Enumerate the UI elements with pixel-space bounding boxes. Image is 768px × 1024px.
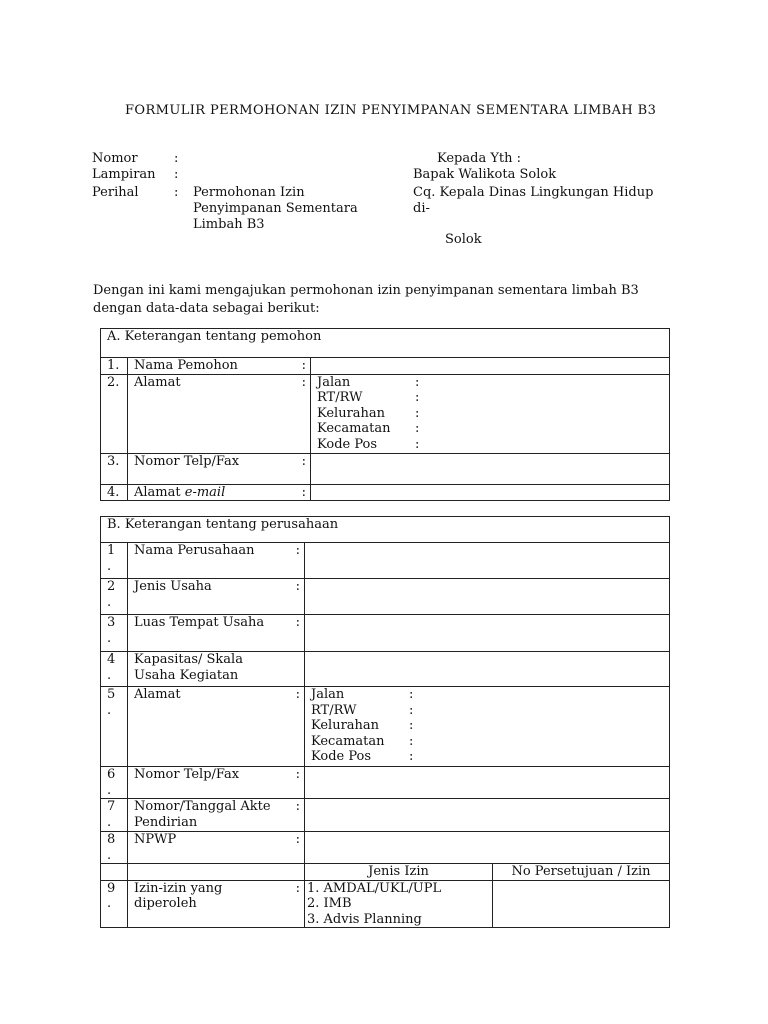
akte-field[interactable] xyxy=(305,799,670,832)
field-label-jenis-usaha: Jenis Usaha xyxy=(134,579,212,594)
row-number: 7 xyxy=(107,799,116,814)
jenis-usaha-field[interactable] xyxy=(305,579,670,615)
address-kecamatan-label: Kecamatan xyxy=(317,421,391,436)
row-number: 1 xyxy=(107,543,116,558)
perihal-line-1: Permohonan Izin xyxy=(193,185,305,200)
colon: : xyxy=(295,799,300,814)
table-row xyxy=(101,615,670,652)
row-number: 3 xyxy=(107,615,116,630)
colon: : xyxy=(415,436,420,452)
address-kodepos-label: Kode Pos xyxy=(317,436,378,452)
colon: : xyxy=(301,484,306,500)
colon: : xyxy=(295,767,300,782)
table-row xyxy=(101,358,670,375)
field-label-email-em: e-mail xyxy=(184,484,226,500)
field-label-email: Alamat xyxy=(134,484,181,500)
colon: : xyxy=(409,749,414,764)
table-row xyxy=(101,579,670,615)
recipient-cq: Cq. Kepala Dinas Lingkungan Hidup xyxy=(413,185,654,200)
perihal-line-3: Limbah B3 xyxy=(193,217,265,232)
table-row xyxy=(101,880,670,928)
kapasitas-field[interactable] xyxy=(305,652,670,687)
table-row xyxy=(101,687,670,767)
alamat-perusahaan-field[interactable] xyxy=(305,687,670,767)
row-number-dot: . xyxy=(107,782,112,798)
colon: : xyxy=(301,453,306,469)
colon: : xyxy=(295,543,300,558)
perihal-line-2: Penyimpanan Sementara xyxy=(193,201,358,216)
colon: : xyxy=(415,421,420,436)
colon: : xyxy=(409,733,414,749)
section-a-table xyxy=(100,328,670,501)
perihal-label: Perihal xyxy=(92,185,139,200)
section-a-heading: A. Keterangan tentang pemohon xyxy=(101,329,670,358)
field-label-nama-pemohon: Nama Pemohon xyxy=(134,358,238,373)
table-row xyxy=(101,484,670,501)
field-label-alamat-perusahaan: Alamat xyxy=(134,687,181,702)
colon: : xyxy=(295,687,300,702)
izin-list-cell xyxy=(305,880,493,928)
field-label-luas-tempat: Luas Tempat Usaha xyxy=(134,615,265,630)
field-label-kapasitas: Kapasitas/ Skala xyxy=(134,652,243,667)
alamat-field[interactable] xyxy=(311,374,670,453)
izin-item-amdal: 1. AMDAL/UKL/UPL xyxy=(307,880,442,896)
field-label-telp: Nomor Telp/Fax xyxy=(134,453,240,469)
address-kelurahan-label: Kelurahan xyxy=(317,405,386,421)
table-row xyxy=(101,652,670,687)
izin-jenis-header: Jenis Izin xyxy=(305,864,493,881)
colon: : xyxy=(409,687,414,702)
recipient-di: di- xyxy=(413,201,430,216)
row-number: 4 xyxy=(107,652,116,667)
izin-item-advis: 3. Advis Planning xyxy=(307,911,422,927)
address-rtrw-label: RT/RW xyxy=(311,702,357,718)
field-label-izin-2: diperoleh xyxy=(134,896,197,911)
form-title: FORMULIR PERMOHONAN IZIN PENYIMPANAN SEMENTARA LIMBAH B3 xyxy=(125,103,657,118)
field-label-alamat: Alamat xyxy=(134,374,181,390)
table-row xyxy=(101,543,670,579)
row-number-dot: . xyxy=(107,814,112,830)
row-number: 8 xyxy=(107,832,116,847)
izin-no-header: No Persetujuan / Izin xyxy=(493,864,670,881)
no-persetujuan-field[interactable] xyxy=(493,880,670,928)
row-number-dot: . xyxy=(107,896,112,911)
colon: : xyxy=(301,358,306,373)
row-number-dot: . xyxy=(107,630,112,646)
intro-line-2: dengan data-data sebagai berikut: xyxy=(93,301,320,316)
colon: : xyxy=(301,374,306,390)
colon: : xyxy=(295,579,300,594)
field-label-nama-perusahaan: Nama Perusahaan xyxy=(134,543,255,558)
colon: : xyxy=(295,832,300,847)
address-kelurahan-label: Kelurahan xyxy=(311,718,380,733)
recipient-walikota: Bapak Walikota Solok xyxy=(413,167,557,182)
row-number: 6 xyxy=(107,767,116,782)
nama-pemohon-field[interactable] xyxy=(311,358,670,375)
telp-perusahaan-field[interactable] xyxy=(305,767,670,799)
nama-perusahaan-field[interactable] xyxy=(305,543,670,579)
row-number-dot: . xyxy=(107,594,112,610)
table-row xyxy=(101,453,670,484)
row-number-dot: . xyxy=(107,847,112,863)
table-row xyxy=(101,767,670,799)
row-number: 3. xyxy=(101,453,128,484)
field-label-telp-perusahaan: Nomor Telp/Fax xyxy=(134,767,240,782)
address-jalan-label: Jalan xyxy=(311,687,345,702)
section-b-table xyxy=(100,516,670,928)
intro-line-1: Dengan ini kami mengajukan permohonan izin penyimpanan sementara limbah B3 xyxy=(93,283,639,298)
perihal-colon: : xyxy=(174,185,179,200)
colon: : xyxy=(415,405,420,421)
field-label-izin: Izin-izin yang xyxy=(134,880,223,896)
section-b-heading: B. Keterangan tentang perusahaan xyxy=(101,517,670,543)
colon: : xyxy=(409,702,414,718)
kepada-yth: Kepada Yth : xyxy=(437,151,522,166)
izin-item-imb: 2. IMB xyxy=(307,896,352,911)
row-number: 1. xyxy=(101,358,128,375)
colon: : xyxy=(295,880,300,896)
field-label-akte-2: Pendirian xyxy=(134,814,198,830)
nomor-colon: : xyxy=(174,151,179,166)
table-row xyxy=(101,832,670,864)
address-jalan-label: Jalan xyxy=(317,374,351,390)
table-row xyxy=(101,799,670,832)
field-label-kapasitas-2: Usaha Kegiatan xyxy=(134,667,239,683)
npwp-field[interactable] xyxy=(305,832,670,864)
row-number-dot: . xyxy=(107,667,112,683)
colon: : xyxy=(295,615,300,630)
row-number: 9 xyxy=(107,880,116,896)
address-kodepos-label: Kode Pos xyxy=(311,749,372,764)
lampiran-label: Lampiran xyxy=(92,167,156,182)
email-field[interactable] xyxy=(311,484,670,501)
telp-fax-field[interactable] xyxy=(311,453,670,484)
field-label-akte: Nomor/Tanggal Akte xyxy=(134,799,271,814)
address-rtrw-label: RT/RW xyxy=(317,390,363,405)
colon: : xyxy=(409,718,414,733)
row-number-dot: . xyxy=(107,558,112,574)
colon: : xyxy=(415,390,420,405)
field-label-npwp: NPWP xyxy=(134,832,177,847)
address-kecamatan-label: Kecamatan xyxy=(311,733,385,749)
row-number: 2 xyxy=(107,579,116,594)
nomor-label: Nomor xyxy=(92,151,138,166)
row-number: 5 xyxy=(107,687,116,702)
colon: : xyxy=(415,374,420,390)
row-number: 2. xyxy=(101,374,128,453)
luas-tempat-field[interactable] xyxy=(305,615,670,652)
recipient-city: Solok xyxy=(445,232,482,247)
lampiran-colon: : xyxy=(174,167,179,182)
table-row xyxy=(101,374,670,453)
izin-header-row xyxy=(101,864,670,881)
row-number: 4. xyxy=(101,484,128,501)
row-number-dot: . xyxy=(107,702,112,718)
